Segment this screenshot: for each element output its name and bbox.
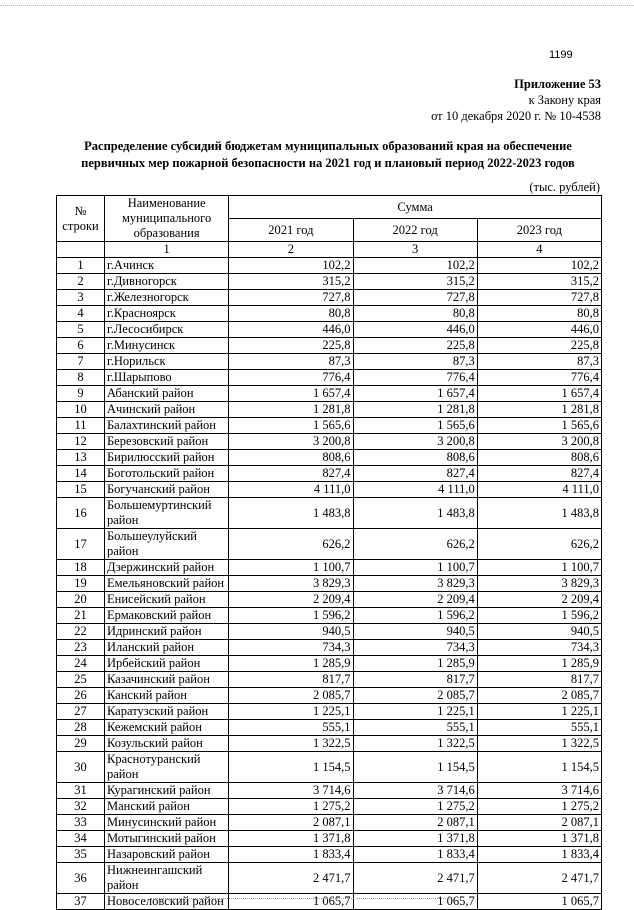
table-row [57, 418, 602, 434]
value-2021: 1 275,2 [229, 799, 353, 815]
municipality-name: Енисейский район [105, 592, 229, 608]
table-row [57, 370, 602, 386]
row-number: 10 [57, 402, 105, 418]
value-2023: 87,3 [477, 354, 601, 370]
municipality-name: Новоселовский район [105, 894, 229, 910]
table-row [57, 624, 602, 640]
table-row [57, 736, 602, 752]
table-row [57, 338, 602, 354]
value-2022: 1 154,5 [353, 752, 477, 783]
value-2021: 1 371,8 [229, 831, 353, 847]
municipality-name: Большемуртинский район [105, 498, 229, 529]
value-2022: 1 281,8 [353, 402, 477, 418]
value-2022: 727,8 [353, 290, 477, 306]
municipality-name: г.Ачинск [105, 258, 229, 274]
value-2022: 3 200,8 [353, 434, 477, 450]
value-2023: 3 200,8 [477, 434, 601, 450]
value-2021: 80,8 [229, 306, 353, 322]
municipality-name: г.Железногорск [105, 290, 229, 306]
municipality-name: г.Лесосибирск [105, 322, 229, 338]
table-row [57, 576, 602, 592]
value-2023: 1 657,4 [477, 386, 601, 402]
municipality-name: Манский район [105, 799, 229, 815]
table-row [57, 831, 602, 847]
value-2023: 2 209,4 [477, 592, 601, 608]
value-2023: 727,8 [477, 290, 601, 306]
annex-block [431, 76, 601, 124]
value-2023: 1 154,5 [477, 752, 601, 783]
row-number: 33 [57, 815, 105, 831]
row-number: 30 [57, 752, 105, 783]
municipality-name: Боготольский район [105, 466, 229, 482]
value-2021: 1 565,6 [229, 418, 353, 434]
row-number: 4 [57, 306, 105, 322]
value-2021: 4 111,0 [229, 482, 353, 498]
header-col-3: 3 [353, 242, 477, 258]
row-number: 8 [57, 370, 105, 386]
value-2023: 1 285,9 [477, 656, 601, 672]
municipality-name: Иланский район [105, 640, 229, 656]
value-2022: 940,5 [353, 624, 477, 640]
value-2023: 315,2 [477, 274, 601, 290]
value-2022: 2 471,7 [353, 863, 477, 894]
table-row [57, 815, 602, 831]
value-2023: 776,4 [477, 370, 601, 386]
municipality-name: Минусинский район [105, 815, 229, 831]
row-number: 24 [57, 656, 105, 672]
annex-law-date: от 10 декабря 2020 г. № 10-4538 [431, 109, 601, 123]
value-2023: 2 471,7 [477, 863, 601, 894]
municipality-name: Канский район [105, 688, 229, 704]
row-number: 35 [57, 847, 105, 863]
value-2023: 225,8 [477, 338, 601, 354]
value-2023: 446,0 [477, 322, 601, 338]
table-row [57, 434, 602, 450]
value-2023: 80,8 [477, 306, 601, 322]
table-row [57, 354, 602, 370]
value-2023: 940,5 [477, 624, 601, 640]
row-number: 15 [57, 482, 105, 498]
value-2021: 1 483,8 [229, 498, 353, 529]
value-2023: 2 087,1 [477, 815, 601, 831]
municipality-name: Березовский район [105, 434, 229, 450]
value-2022: 827,4 [353, 466, 477, 482]
municipality-name: г.Норильск [105, 354, 229, 370]
header-name: Наименование муниципального образования [105, 196, 229, 242]
annex-title: Приложение 53 [514, 77, 601, 91]
table-row [57, 688, 602, 704]
row-number: 9 [57, 386, 105, 402]
table-row [57, 290, 602, 306]
table-row [57, 498, 602, 529]
row-number: 19 [57, 576, 105, 592]
value-2021: 2 085,7 [229, 688, 353, 704]
value-2021: 626,2 [229, 529, 353, 560]
value-2023: 817,7 [477, 672, 601, 688]
value-2021: 1 225,1 [229, 704, 353, 720]
value-2021: 1 322,5 [229, 736, 353, 752]
row-number: 16 [57, 498, 105, 529]
value-2023: 827,4 [477, 466, 601, 482]
value-2021: 940,5 [229, 624, 353, 640]
table-row [57, 402, 602, 418]
row-number: 25 [57, 672, 105, 688]
row-number: 2 [57, 274, 105, 290]
row-number: 20 [57, 592, 105, 608]
value-2021: 1 065,7 [229, 894, 353, 910]
value-2022: 80,8 [353, 306, 477, 322]
value-2022: 734,3 [353, 640, 477, 656]
municipality-name: Абанский район [105, 386, 229, 402]
municipality-name: Кежемский район [105, 720, 229, 736]
value-2022: 1 565,6 [353, 418, 477, 434]
value-2023: 1 225,1 [477, 704, 601, 720]
value-2023: 4 111,0 [477, 482, 601, 498]
value-2022: 102,2 [353, 258, 477, 274]
municipality-name: Курагинский район [105, 783, 229, 799]
table-row [57, 894, 602, 910]
municipality-name: Козульский район [105, 736, 229, 752]
value-2022: 2 209,4 [353, 592, 477, 608]
value-2022: 315,2 [353, 274, 477, 290]
value-2022: 446,0 [353, 322, 477, 338]
page-number: 1199 [549, 49, 573, 61]
row-number: 3 [57, 290, 105, 306]
value-2023: 1 100,7 [477, 560, 601, 576]
table-row [57, 863, 602, 894]
value-2023: 1 565,6 [477, 418, 601, 434]
value-2022: 1 833,4 [353, 847, 477, 863]
document-title [55, 138, 601, 172]
row-number: 13 [57, 450, 105, 466]
value-2021: 555,1 [229, 720, 353, 736]
value-2023: 1 371,8 [477, 831, 601, 847]
header-2022: 2022 год [353, 219, 477, 242]
value-2021: 1 833,4 [229, 847, 353, 863]
value-2022: 3 829,3 [353, 576, 477, 592]
table-row [57, 752, 602, 783]
municipality-name: Дзержинский район [105, 560, 229, 576]
municipality-name: Балахтинский район [105, 418, 229, 434]
value-2023: 555,1 [477, 720, 601, 736]
value-2021: 3 714,6 [229, 783, 353, 799]
value-2022: 4 111,0 [353, 482, 477, 498]
row-number: 29 [57, 736, 105, 752]
row-number: 28 [57, 720, 105, 736]
value-2021: 102,2 [229, 258, 353, 274]
value-2023: 1 281,8 [477, 402, 601, 418]
table-row [57, 720, 602, 736]
table-row [57, 799, 602, 815]
municipality-name: Назаровский район [105, 847, 229, 863]
table-row [57, 386, 602, 402]
value-2022: 1 483,8 [353, 498, 477, 529]
document-title-line-1: Распределение субсидий бюджетам муниципальных образований края на обеспечение [84, 139, 572, 153]
value-2022: 2 085,7 [353, 688, 477, 704]
document-title-line-2: первичных мер пожарной безопасности на 2021 год и плановый период 2022-2023 годов [81, 156, 575, 170]
table-row [57, 656, 602, 672]
value-2021: 827,4 [229, 466, 353, 482]
row-number: 11 [57, 418, 105, 434]
table-row [57, 847, 602, 863]
value-2021: 315,2 [229, 274, 353, 290]
row-number: 37 [57, 894, 105, 910]
value-2021: 87,3 [229, 354, 353, 370]
municipality-name: Идринский район [105, 624, 229, 640]
value-2021: 817,7 [229, 672, 353, 688]
table-row [57, 322, 602, 338]
table-row [57, 466, 602, 482]
value-2023: 1 483,8 [477, 498, 601, 529]
value-2022: 555,1 [353, 720, 477, 736]
municipality-name: Ирбейский район [105, 656, 229, 672]
value-2021: 2 087,1 [229, 815, 353, 831]
table-row [57, 258, 602, 274]
value-2021: 3 200,8 [229, 434, 353, 450]
value-2023: 1 596,2 [477, 608, 601, 624]
value-2021: 1 657,4 [229, 386, 353, 402]
value-2021: 776,4 [229, 370, 353, 386]
header-col-1: 1 [105, 242, 229, 258]
value-2022: 87,3 [353, 354, 477, 370]
value-2021: 727,8 [229, 290, 353, 306]
value-2021: 1 596,2 [229, 608, 353, 624]
value-2022: 225,8 [353, 338, 477, 354]
table-row [57, 640, 602, 656]
value-2023: 734,3 [477, 640, 601, 656]
row-number: 34 [57, 831, 105, 847]
table-row [57, 560, 602, 576]
row-number: 36 [57, 863, 105, 894]
subsidy-table [56, 195, 602, 910]
value-2021: 2 209,4 [229, 592, 353, 608]
value-2021: 734,3 [229, 640, 353, 656]
header-2023: 2023 год [477, 219, 601, 242]
value-2021: 3 829,3 [229, 576, 353, 592]
value-2021: 225,8 [229, 338, 353, 354]
municipality-name: Нижнеингашский район [105, 863, 229, 894]
row-number: 31 [57, 783, 105, 799]
municipality-name: г.Шарыпово [105, 370, 229, 386]
value-2022: 3 714,6 [353, 783, 477, 799]
row-number: 7 [57, 354, 105, 370]
annex-law-reference: к Закону края [528, 93, 601, 107]
value-2023: 1 833,4 [477, 847, 601, 863]
row-number: 6 [57, 338, 105, 354]
header-col-4: 4 [477, 242, 601, 258]
municipality-name: Бирилюсский район [105, 450, 229, 466]
value-2021: 1 281,8 [229, 402, 353, 418]
value-2023: 1 065,7 [477, 894, 601, 910]
row-number: 23 [57, 640, 105, 656]
value-2023: 102,2 [477, 258, 601, 274]
row-number: 32 [57, 799, 105, 815]
value-2022: 1 275,2 [353, 799, 477, 815]
row-number: 21 [57, 608, 105, 624]
table-row [57, 704, 602, 720]
row-number: 27 [57, 704, 105, 720]
header-2021: 2021 год [229, 219, 353, 242]
value-2021: 2 471,7 [229, 863, 353, 894]
row-number: 17 [57, 529, 105, 560]
value-2022: 1 100,7 [353, 560, 477, 576]
value-2023: 808,6 [477, 450, 601, 466]
table-row [57, 529, 602, 560]
row-number: 12 [57, 434, 105, 450]
units-note: (тыс. рублей) [529, 180, 600, 194]
municipality-name: Мотыгинский район [105, 831, 229, 847]
value-2021: 1 285,9 [229, 656, 353, 672]
value-2022: 626,2 [353, 529, 477, 560]
municipality-name: Ачинский район [105, 402, 229, 418]
value-2022: 776,4 [353, 370, 477, 386]
municipality-name: Емельяновский район [105, 576, 229, 592]
municipality-name: Каратузский район [105, 704, 229, 720]
municipality-name: Богучанский район [105, 482, 229, 498]
table-row [57, 274, 602, 290]
table-row [57, 450, 602, 466]
value-2022: 1 596,2 [353, 608, 477, 624]
value-2022: 2 087,1 [353, 815, 477, 831]
value-2022: 1 065,7 [353, 894, 477, 910]
row-number: 14 [57, 466, 105, 482]
municipality-name: Ермаковский район [105, 608, 229, 624]
scan-bottom-edge [150, 898, 450, 901]
table-row [57, 608, 602, 624]
value-2022: 1 285,9 [353, 656, 477, 672]
header-sum: Сумма [229, 196, 602, 219]
row-number: 18 [57, 560, 105, 576]
value-2022: 808,6 [353, 450, 477, 466]
value-2022: 1 322,5 [353, 736, 477, 752]
value-2022: 1 371,8 [353, 831, 477, 847]
value-2023: 3 829,3 [477, 576, 601, 592]
table-row [57, 672, 602, 688]
table-body [57, 258, 602, 910]
table-row [57, 592, 602, 608]
value-2023: 1 322,5 [477, 736, 601, 752]
value-2021: 808,6 [229, 450, 353, 466]
value-2021: 1 154,5 [229, 752, 353, 783]
row-number: 26 [57, 688, 105, 704]
municipality-name: Краснотуранский район [105, 752, 229, 783]
municipality-name: Большеулуйский район [105, 529, 229, 560]
table-row [57, 306, 602, 322]
municipality-name: Казачинский район [105, 672, 229, 688]
scan-top-edge [0, 5, 634, 10]
row-number: 5 [57, 322, 105, 338]
value-2022: 1 657,4 [353, 386, 477, 402]
header-col-blank [57, 242, 105, 258]
municipality-name: г.Дивногорск [105, 274, 229, 290]
table-row [57, 783, 602, 799]
value-2022: 1 225,1 [353, 704, 477, 720]
value-2022: 817,7 [353, 672, 477, 688]
table-row [57, 482, 602, 498]
value-2021: 446,0 [229, 322, 353, 338]
row-number: 1 [57, 258, 105, 274]
value-2023: 2 085,7 [477, 688, 601, 704]
header-col-2: 2 [229, 242, 353, 258]
municipality-name: г.Минусинск [105, 338, 229, 354]
value-2023: 3 714,6 [477, 783, 601, 799]
value-2021: 1 100,7 [229, 560, 353, 576]
value-2023: 626,2 [477, 529, 601, 560]
value-2023: 1 275,2 [477, 799, 601, 815]
municipality-name: г.Красноярск [105, 306, 229, 322]
row-number: 22 [57, 624, 105, 640]
header-row-number: № строки [57, 196, 105, 242]
